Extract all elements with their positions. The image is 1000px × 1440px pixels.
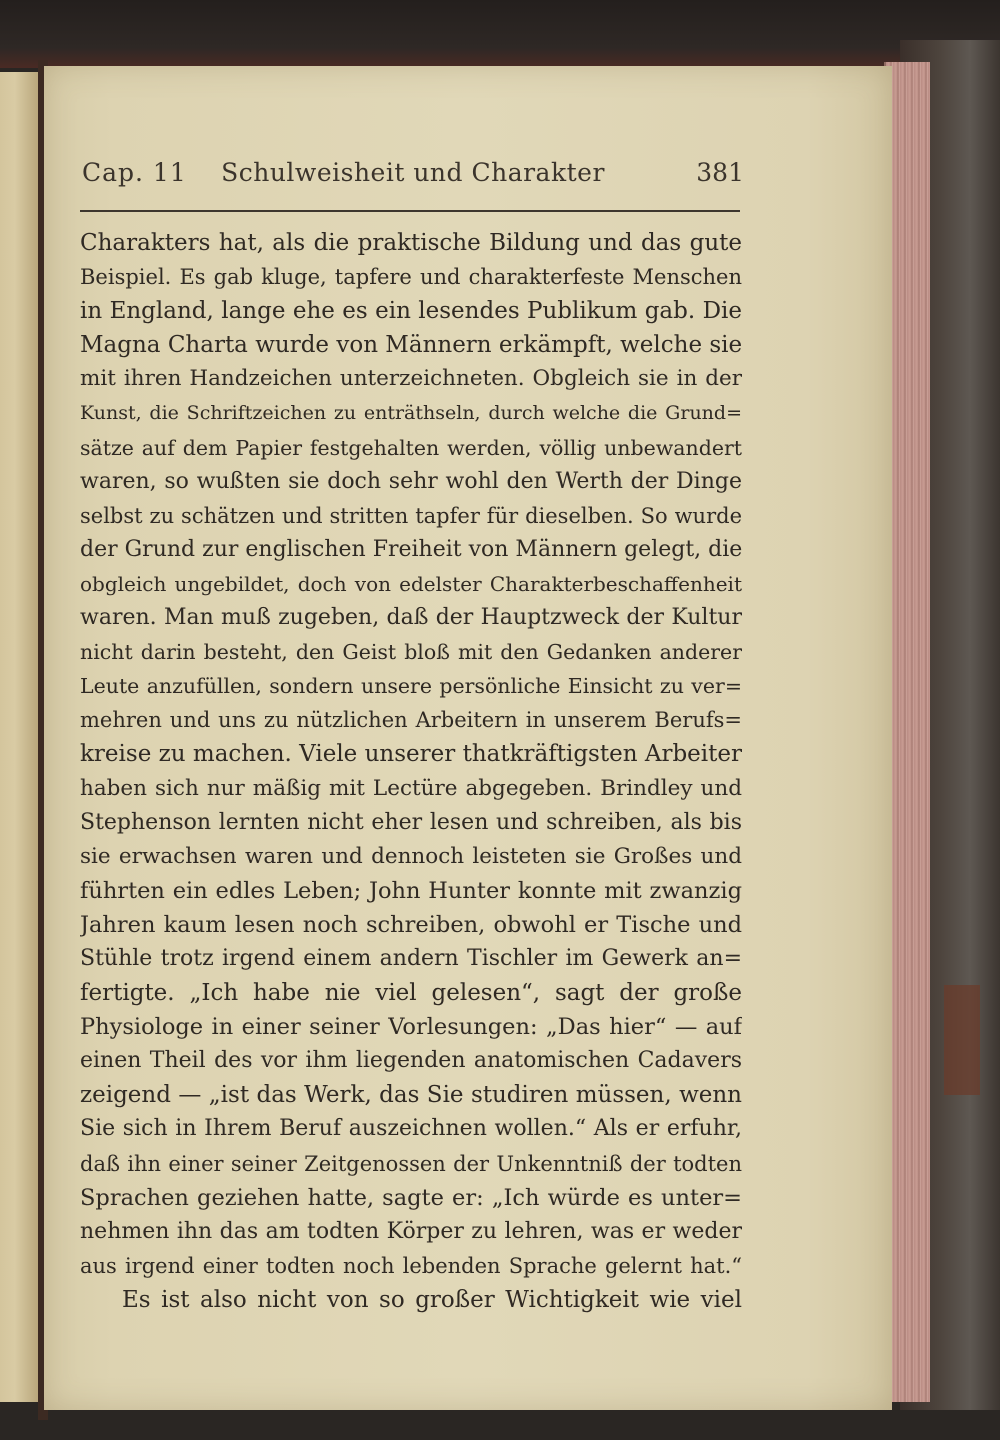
text-line: daß ihn einer seiner Zeitgenossen der Unkenntniß der todten: [80, 1151, 742, 1176]
text-line: nehmen ihn das am todten Körper zu lehren, was er weder: [80, 1218, 742, 1244]
text-line: aus irgend einer todten noch lebenden Sprache gelernt hat.“: [80, 1253, 742, 1278]
header-rule: [80, 210, 740, 212]
running-header: [82, 158, 744, 198]
text-line: in England, lange ehe es ein lesendes Publikum gab. Die: [80, 298, 742, 325]
text-line: Magna Charta wurde von Männern erkämpft, welche sie: [80, 332, 742, 359]
text-line: Stephenson lernten nicht eher lesen und schreiben, als bis: [80, 809, 742, 835]
facing-page-edge: [0, 72, 41, 1402]
book-cover-top: [0, 0, 1000, 68]
text-line: Jahren kaum lesen noch schreiben, obwohl er Tische und: [80, 911, 742, 938]
book-page: [44, 66, 892, 1410]
text-line: Charakters hat, als die praktische Bildung und das gute: [80, 230, 742, 256]
text-line: einen Theil des vor ihm liegenden anatomischen Cadavers: [80, 1048, 742, 1074]
cover-damage: [944, 985, 980, 1095]
text-line: der Grund zur englischen Freiheit von Männern gelegt, die: [80, 536, 742, 562]
text-line: führten ein edles Leben; John Hunter konnte mit zwanzig: [80, 877, 742, 904]
text-line: Sie sich in Ihrem Beruf auszeichnen wollen.“ Als er erfuhr,: [80, 1116, 742, 1142]
text-line: fertigte. „Ich habe nie viel gelesen“, sagt der große: [80, 980, 742, 1007]
text-line: Beispiel. Es gab kluge, tapfere und charakterfeste Menschen: [80, 265, 742, 290]
text-line: haben sich nur mäßig mit Lectüre abgegeben. Brindley und: [80, 775, 742, 801]
text-line: obgleich ungebildet, doch von edelster Charakterbeschaffenheit: [80, 571, 742, 596]
text-line: sie erwachsen waren und dennoch leisteten sie Großes und: [80, 843, 742, 869]
text-line: zeigend — „ist das Werk, das Sie studiren müssen, wenn: [80, 1082, 742, 1109]
text-line: mehren und uns zu nützlichen Arbeitern in unserem Berufs=: [80, 708, 742, 733]
text-line: Leute anzufüllen, sondern unsere persönliche Einsicht zu ver=: [80, 674, 742, 699]
body-text: [80, 226, 742, 1317]
chapter-label: Cap. 11: [82, 158, 187, 187]
text-line: kreise zu machen. Viele unserer thatkräftigsten Arbeiter: [80, 741, 742, 768]
page-number: 381: [696, 158, 744, 187]
text-line: Kunst, die Schriftzeichen zu enträthseln, durch welche die Grund=: [80, 402, 742, 425]
running-title: Schulweisheit und Charakter: [221, 158, 605, 187]
text-line: waren. Man muß zugeben, daß der Hauptzweck der Kultur: [80, 605, 742, 631]
text-line: Stühle trotz irgend einem andern Tischler im Gewerk an=: [80, 945, 742, 971]
text-line: selbst zu schätzen und stritten tapfer für dieselben. So wurde: [80, 503, 742, 528]
text-line: Physiologe in einer seiner Vorlesungen: „Das hier“ — auf: [80, 1014, 742, 1041]
text-line: sätze auf dem Papier festgehalten werden, völlig unbewandert: [80, 435, 742, 460]
text-line: waren, so wußten sie doch sehr wohl den Werth der Dinge: [80, 468, 742, 494]
text-line: Sprachen geziehen hatte, sagte er: „Ich würde es unter=: [80, 1184, 742, 1211]
text-line: nicht darin besteht, den Geist bloß mit den Gedanken anderer: [80, 640, 742, 665]
text-line: mit ihren Handzeichen unterzeichneten. Obgleich sie in der: [80, 366, 742, 392]
text-line: Es ist also nicht von so großer Wichtigkeit wie viel: [122, 1286, 742, 1313]
